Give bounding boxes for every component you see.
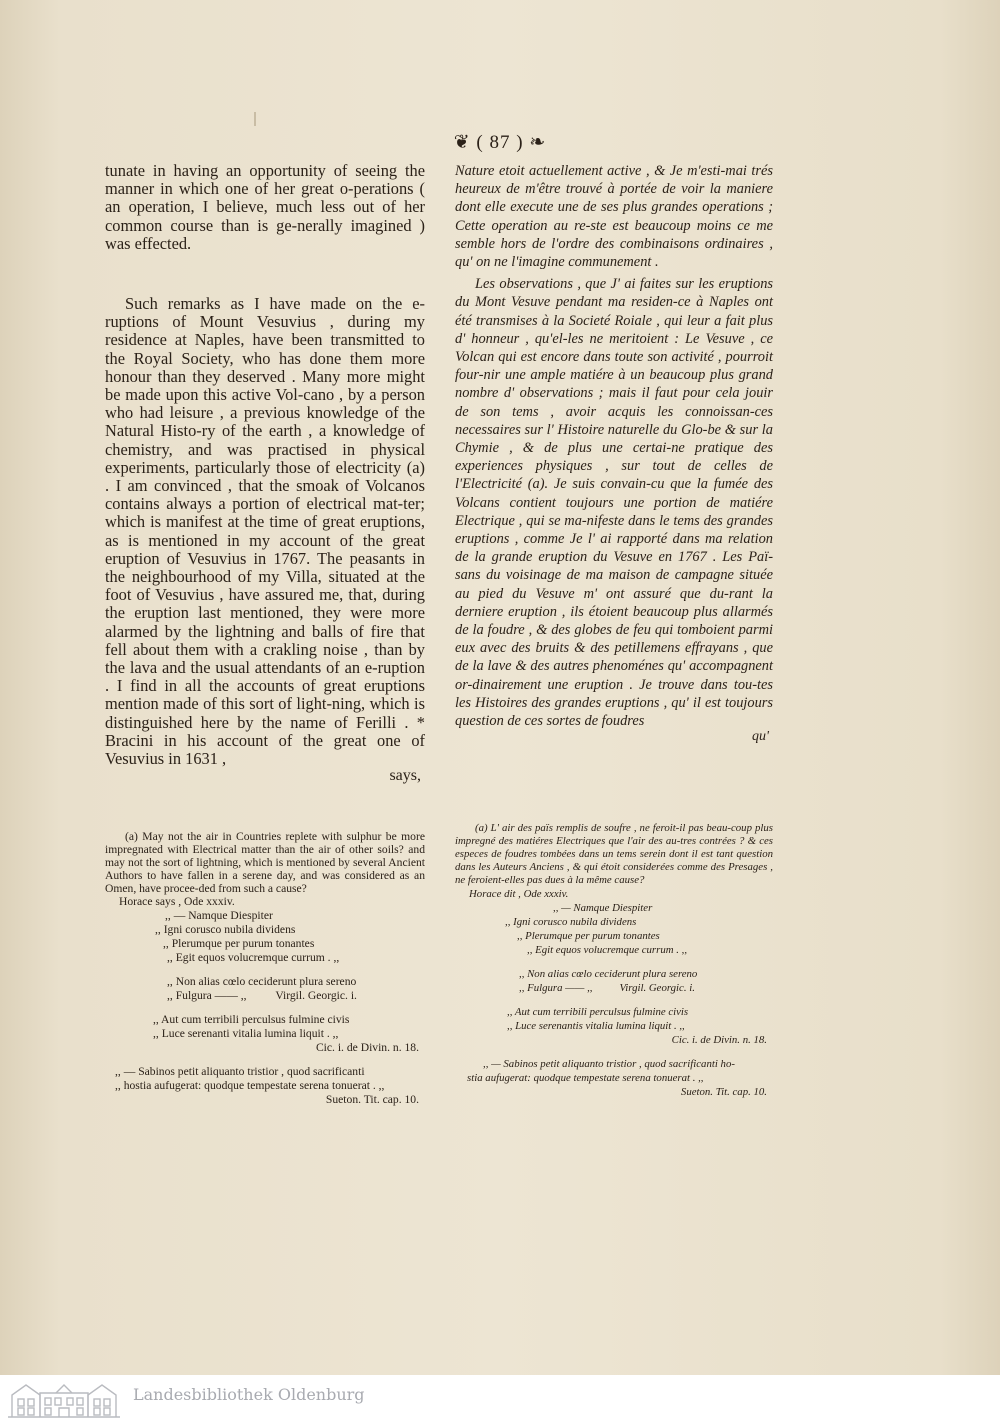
french-intro-paragraph: Nature etoit actuellement active , & Je m'esti-mai trés heureux de m'être trouvé à portée de voir la maniere dont elle execute une de ses plus grandes operations ; Cette operation au re-ste est beaucoup moins ce me semble hors de l'ordre des combinaisons ordinaires , qu' on ne l'imagine communement . [455,163,773,271]
french-note-line: ,, Egit equos volucremque currum . ,, [527,944,688,956]
french-column [455,162,773,744]
page-blemish [254,112,256,126]
page-number: ❦ ( 87 ) ❧ [453,132,547,153]
english-note-line: ,, Luce serenanti vitalia lumina liquit . ,, [153,1027,339,1040]
french-note-line: ,, Plerumque per purum tonantes [517,930,660,942]
french-main-paragraph: Les observations , que J' ai faites sur les eruptions du Mont Vesuve pendant ma residen-ce à Naples ont été transmises à la Societé Roiale , qui leur a fait plus d' honneur , qu'el-les ne meritoient : Le Vesuve , ce Volcan qui est encore dans toute son activité , pourroit four-nir une ample matiére à un beaucoup plus grand nombre d' observations ; mais il faut pour cela jouir de son tems , avoir acquis les connoissan-ces necessaires sur l' Histoire naturelle du Glo-be & sur la Chymie , & de plus une certai-ne pratique des experiences physiques , sur tout de celles de l'Electricité (a). Je suis convain-cu que la fumée des Volcans contient toujours une portion de matiére Electrique , qui se ma-nifeste dans le tems des grandes eruptions , comme Je l' ai rapporté dans ma relation de la grande eruption du Vesuve en 1767 . Les Paï-sans du voisinage de ma maison de campagne située au pied du Vesuve m' ont assuré que du-rant la derniere eruption , ils étoient beaucoup plus allarmés de la foudre , & des globes de feu qui tomboient parmi eux avec des bruits & des petillemens effrayans , que de la lave & des autres phenoménes qu' accompagnent or-dinairement une eruption . Je trouve dans tou-tes les Histoires des grandes eruptions , qu' il est toujours question de ces sortes de foudres [455,276,773,730]
english-column [105,162,425,784]
library-footer [0,1375,1000,1420]
french-note-line: Cic. i. de Divin. n. 18. [671,1034,767,1046]
ornament-left-icon: ❦ [453,132,471,153]
english-note-line: Cic. i. de Divin. n. 18. [315,1041,419,1054]
english-note-line: ,, hostia aufugerat: quodque tempestate serena tonuerat . ,, [115,1079,385,1092]
english-note-line: ,, Aut cum terribili perculsus fulmine civis [153,1013,350,1026]
english-note-line: ,, Igni corusco nubila dividens [155,923,296,936]
french-note-line: ,, Igni corusco nubila dividens [505,916,637,928]
english-footnote-text: (a) May not the air in Countries replete with sulphur be more impregnated with Electrical matter than the air of other soils? and may not the sort of lightning, which is mentioned by several Ancient Authors to have fallen in a serene day, and was considered as an Omen, have procee-ded from such a cause? [105,830,425,895]
english-note-line: ,, Egit equos volucremque currum . ,, [167,951,340,964]
english-note-line: Sueton. Tit. cap. 10. [325,1093,419,1106]
french-note-line: ,, — Sabinos petit aliquanto tristior , quod sacrificanti ho- [483,1058,735,1070]
french-note-line: ,, Aut cum terribili perculsus fulmine civis [507,1006,689,1018]
french-note-line: ,, Non alias cœlo ceciderunt plura sereno [519,968,698,980]
english-note-line: ,, Plerumque per purum tonantes [163,937,315,950]
english-intro-paragraph: tunate in having an opportunity of seeing the manner in which one of her great o-perations ( an operation, I believe, much less out of her common course than is ge-nerally imagined ) was effected. [105,161,425,253]
english-note-line: Horace says , Ode xxxiv. [119,895,235,908]
english-footnote [105,830,425,1107]
french-note-line: Horace dit , Ode xxxiv. [469,888,569,900]
english-note-line: ,, — Sabinos petit aliquanto tristior , quod sacrificanti [115,1065,365,1078]
french-footnote-text: (a) L' air des païs remplis de soufre , ne feroit-il pas beau-coup plus impregné des matiéres Electriques que l'air des au-tres contrées ? & ces especes de foudres tombées dans un tems serein dont il est tant question dans les Auteurs Anciens , & qui étoit considerées comme des Presages , ne feroient-elles pas dues à la même cause? [455,822,773,886]
english-note-line: ,, Non alias cœlo ceciderunt plura sereno [167,975,357,988]
english-note-line: ,, — Namque Diespiter [165,909,273,922]
french-footnote [455,822,773,1099]
english-catchword: says, [389,767,421,785]
library-building-icon [6,1379,122,1419]
ornament-right-icon: ❧ [529,132,547,153]
french-note-line: Sueton. Tit. cap. 10. [680,1086,767,1098]
french-note-line: ,, Fulgura —— ,, Virgil. Georgic. i. [519,982,695,994]
library-name: Landesbibliothek Oldenburg [133,1385,365,1404]
french-catchword: qu' [752,729,769,745]
french-note-line: ,, — Namque Diespiter [553,902,653,914]
english-note-line: ,, Fulgura —— ,, Virgil. Georgic. i. [167,989,357,1002]
french-note-line: ,, Luce serenantis vitalia lumina liquit . ,, [507,1020,685,1032]
english-main-paragraph: Such remarks as I have made on the e-ruptions of Mount Vesuvius , during my residence at Naples, have been transmitted to the Royal Society, who has done them more honour than they deserved . Many more might be made upon this active Vol-cano , by a person who had leisure , a previous knowledge of the Natural Histo-ry of the earth , a knowledge of chemistry, and was practised in physical experiments, particularly those of electricity (a) . I am convinced , that the smoak of Volcanos contains always a portion of electrical mat-ter; which is manifest at the time of great eruptions, as is mentioned in my account of the great eruption of Vesuvius in 1767. The peasants in the neighbourhood of my Villa, situated at the foot of Vesuvius , have assured me, that, during the eruption last mentioned, they were more alarmed by the lightning and balls of fire that fell about them with a crakling noise , than by the lava and the usual attendants of an e-ruption . I find in all the accounts of great eruptions mention made of this sort of light-ning, which is distinguished here by the name of Ferilli . * Bracini in his account of the great one of Vesuvius in 1631 , [105,294,425,769]
french-note-line: stia aufugerat: quodque tempestate serena tonuerat . ,, [467,1072,704,1084]
